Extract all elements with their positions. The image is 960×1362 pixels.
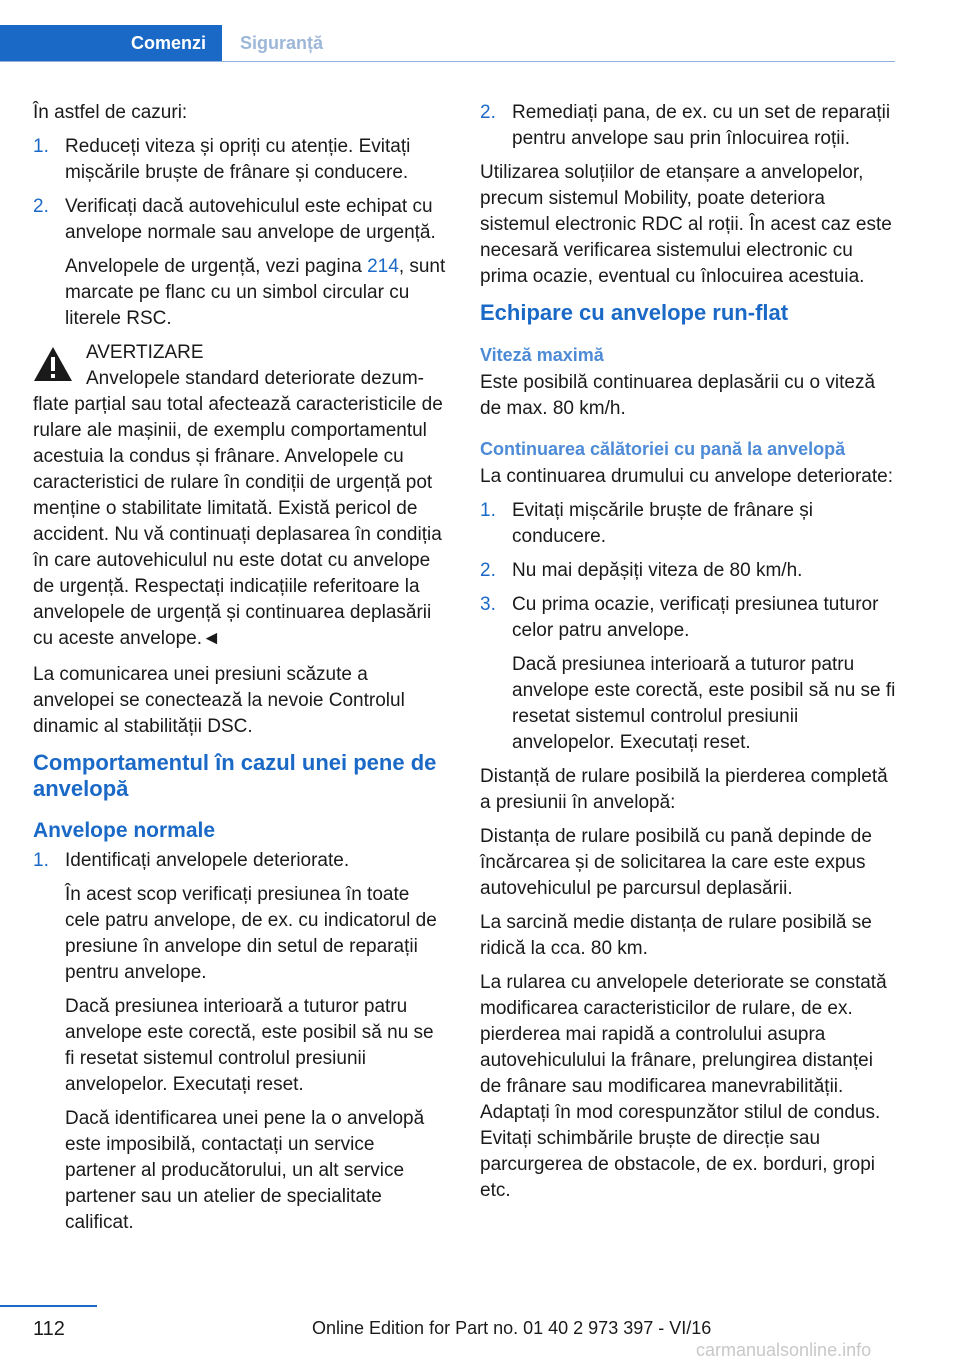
list-item	[33, 134, 447, 186]
rsc-note	[33, 254, 447, 332]
subheading-speed: Viteză maximă	[480, 345, 604, 365]
list-text: Verificați dacă autovehiculul este echipat cu anvelope normale sau anvelope de urgență.	[65, 196, 436, 243]
distance-paragraph: La sarcină medie distanța de rulare posibilă se ridică la cca. 80 km.	[480, 912, 872, 959]
intro-text: În astfel de cazuri:	[33, 102, 188, 123]
list-item	[480, 592, 896, 644]
list-item	[480, 498, 896, 550]
list-number: 3.	[480, 594, 496, 615]
list-number: 1.	[33, 136, 49, 157]
tab-comenzi[interactable]: Comenzi	[0, 25, 222, 62]
list-number: 1.	[480, 500, 496, 521]
list-text: Nu mai depășiți viteza de 80 km/h.	[512, 560, 803, 581]
header-tabs	[0, 0, 895, 62]
page-link[interactable]: 214	[367, 256, 399, 277]
warning-triangle-icon	[33, 346, 73, 382]
section-heading: Comportamentul în cazul unei pene de anvelopă	[33, 750, 437, 801]
list-number: 2.	[480, 560, 496, 581]
list-subtext: În acest scop verificați presiunea în toate cele patru anvelope, de ex. cu indicatorul de presiune în anvelope din setul de reparații pentru anvelope.	[65, 884, 437, 983]
list-number: 2.	[480, 102, 496, 123]
right-column	[480, 100, 896, 1212]
list-item	[33, 848, 447, 874]
list-text: Reduceți viteza și opriți cu atenție. Evitați mișcările bruște de frânare și conducere.	[65, 136, 411, 183]
distance-paragraph: Distanța de rulare posibilă cu pană depinde de încărcarea și de solicitarea la care este expus autovehiculul pe parcursul deplasării.	[480, 826, 872, 899]
distance-paragraph: La rularea cu anvelopele deteriorate se constată modificarea caracteristicilor de rulare, de ex. pierderea mai rapidă a controlului asupra autovehiculului la frânare, prelungirea distanței de frânare sau modificarea manevrabilității. Adaptați în mod corespunzător stilul de condus. Evitați schimbările bruște de direcție sau parcurgerea de obstacole, de ex. borduri, gropi etc.	[480, 972, 887, 1201]
footer-divider	[0, 1305, 97, 1307]
list-text: Remediați pana, de ex. cu un set de reparații pentru anvelope sau prin înlocuirea roții.	[512, 102, 891, 149]
list-item	[480, 558, 896, 584]
section-heading: Echipare cu anvelope run-flat	[480, 300, 789, 325]
dsc-paragraph: La comunicarea unei presiuni scăzute a anvelopei se conectează la nevoie Controlul dinamic al stabilității DSC.	[33, 664, 405, 737]
subheading-continue: Continuarea călătoriei cu pană la anvelopă	[480, 439, 846, 459]
warning-text: flate parțial sau total afectează caracteristicile de rulare ale mașinii, de exemplu comportamentul acestuia la condus și frânare. Anvelopele cu caracteristici de rulare în condiții de urgență pot menține o stabilitate limitată. Există pericol de accident. Nu vă continuați deplasarea în condiția în care autovehiculul nu este dotat cu anvelope de urgență. Respectați indicațiile referitoare la anvelopele de urgență și continuarea deplasării cu aceste anvelope.◄	[33, 394, 443, 649]
rsc-note-post: , sunt marcate pe flanc cu un simbol circular cu literele RSC.	[65, 256, 446, 329]
list-number: 1.	[33, 850, 49, 871]
list-number: 2.	[33, 196, 49, 217]
page-number: 112	[33, 1318, 65, 1340]
warning-box	[33, 340, 447, 652]
list-item	[33, 194, 447, 246]
list-subtext: Dacă identificarea unei pene la o anvelopă este imposibilă, contactați un service partener al producătorului, un alt service partener sau un atelier de specialitate calificat.	[65, 1108, 425, 1233]
speed-paragraph: Este posibilă continuarea deplasării cu o viteză de max. 80 km/h.	[480, 372, 876, 419]
distance-title: Distanță de rulare posibilă la pierderea completă a presiunii în anvelopă:	[480, 766, 888, 813]
list-subtext: Dacă presiunea interioară a tuturor patru anvelope este corectă, este posibil să nu se fi resetat sistemul controlul presiunii anvelopelor. Executați reset.	[65, 996, 434, 1095]
edition-text: Online Edition for Part no. 01 40 2 973 397 - VI/16	[312, 1318, 712, 1338]
list-text: Evitați mișcările bruște de frânare și conducere.	[512, 500, 813, 547]
header-divider	[0, 61, 895, 62]
watermark: carmanualsonline.info	[696, 1340, 872, 1360]
warning-first-line: Anvelopele standard deteriorate dezum-	[86, 368, 424, 389]
rdc-paragraph: Utilizarea soluțiilor de etanșare a anvelopelor, precum sistemul Mobility, poate deteriora sistemul electronic RDC al roții. În acest caz este necesară verificarea sistemului electronic cu prima ocazie, eventual cu înlocuirea acestuia.	[480, 162, 892, 287]
list-subtext: Dacă presiunea interioară a tuturor patru anvelope este corectă, este posibil să nu se fi resetat sistemul controlul presiunii anvelopelor. Executați reset.	[512, 654, 896, 753]
warning-title: AVERTIZARE	[86, 342, 204, 363]
list-text: Identificați anvelopele deteriorate.	[65, 850, 350, 871]
subsection-heading: Anvelope normale	[33, 819, 216, 842]
tab-siguranta[interactable]: Siguranță	[240, 33, 324, 53]
list-item	[480, 100, 896, 152]
rsc-note-pre: Anvelopele de urgență, vezi pagina	[65, 256, 368, 277]
list-text: Cu prima ocazie, verificați presiunea tuturor celor patru anvelope.	[512, 594, 879, 641]
continue-paragraph: La continuarea drumului cu anvelope deteriorate:	[480, 466, 893, 487]
left-column	[33, 100, 447, 1244]
